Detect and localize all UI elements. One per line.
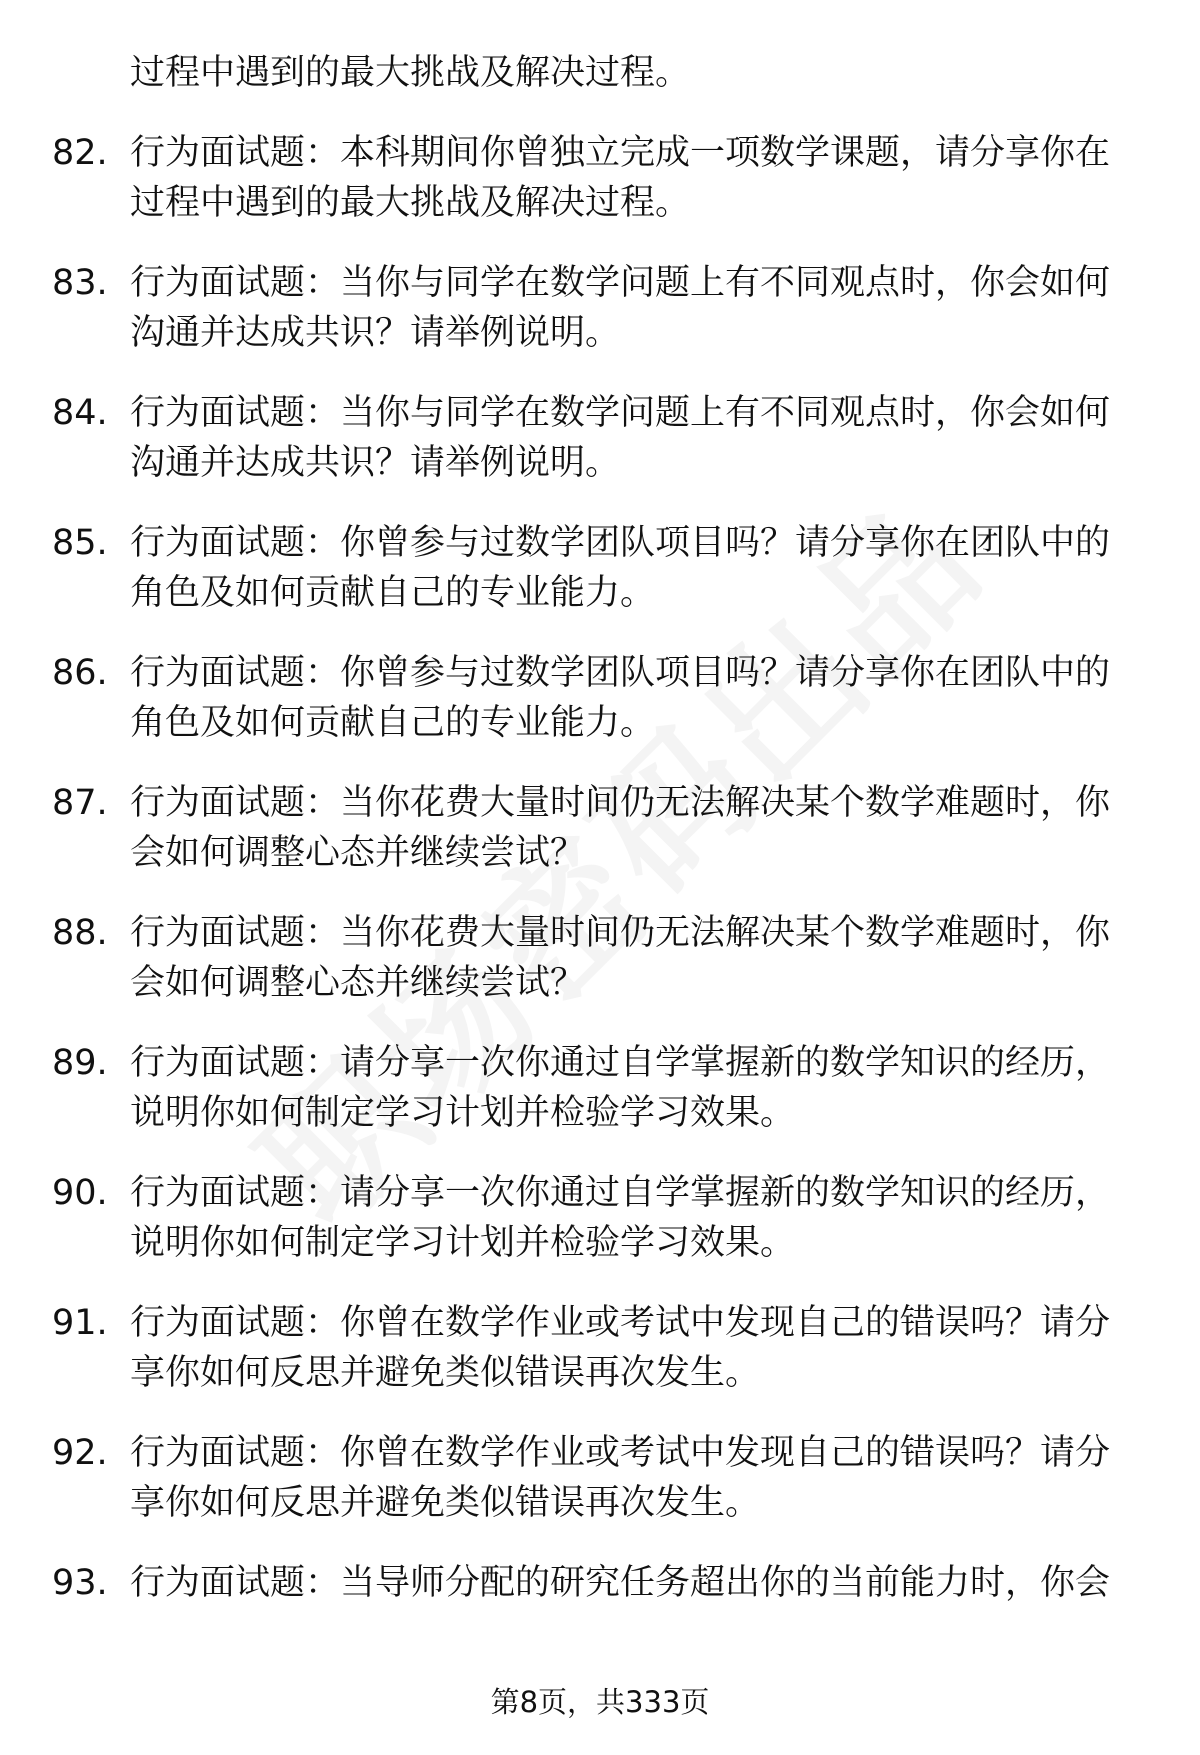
list-item: [0, 518, 1200, 618]
page-footer: 第8页，共333页: [490, 1685, 710, 1719]
item-text: 行为面试题：当你与同学在数学问题上有不同观点时，你会如何沟通并达成共识？请举例说明。: [130, 393, 1111, 483]
list-item: [0, 1428, 1200, 1528]
question-list: [0, 48, 1200, 1638]
item-number: 83.: [52, 263, 108, 303]
item-number: 89.: [52, 1043, 108, 1083]
continuation-text: 过程中遇到的最大挑战及解决过程。: [130, 53, 691, 93]
list-item: [0, 1558, 1200, 1608]
list-item: [0, 908, 1200, 1008]
item-text: 行为面试题：当你花费大量时间仍无法解决某个数学难题时，你会如何调整心态并继续尝试？: [130, 783, 1111, 873]
list-item: [0, 648, 1200, 748]
item-number: 85.: [52, 523, 108, 563]
item-text: 行为面试题：请分享一次你通过自学掌握新的数学知识的经历，说明你如何制定学习计划并检验学习效果。: [130, 1173, 1111, 1263]
item-text: 行为面试题：你曾参与过数学团队项目吗？请分享你在团队中的角色及如何贡献自己的专业能力。: [130, 523, 1111, 613]
list-item: [0, 1298, 1200, 1398]
item-number: 90.: [52, 1173, 108, 1213]
item-number: 91.: [52, 1303, 108, 1343]
item-text: 行为面试题：本科期间你曾独立完成一项数学课题，请分享你在过程中遇到的最大挑战及解决过程。: [130, 133, 1111, 223]
item-text: 行为面试题：当你花费大量时间仍无法解决某个数学难题时，你会如何调整心态并继续尝试？: [130, 913, 1111, 1003]
item-text: 行为面试题：你曾在数学作业或考试中发现自己的错误吗？请分享你如何反思并避免类似错误再次发生。: [130, 1433, 1111, 1523]
item-number: 87.: [52, 783, 108, 823]
list-item: [0, 1168, 1200, 1268]
list-item: [0, 1038, 1200, 1138]
item-text: 行为面试题：你曾在数学作业或考试中发现自己的错误吗？请分享你如何反思并避免类似错误再次发生。: [130, 1303, 1111, 1393]
item-text: 行为面试题：请分享一次你通过自学掌握新的数学知识的经历，说明你如何制定学习计划并检验学习效果。: [130, 1043, 1111, 1133]
item-number: 84.: [52, 393, 108, 433]
item-text: 行为面试题：当你与同学在数学问题上有不同观点时，你会如何沟通并达成共识？请举例说明。: [130, 263, 1111, 353]
item-number: 93.: [52, 1563, 108, 1603]
item-number: 92.: [52, 1433, 108, 1473]
item-number: 82.: [52, 133, 108, 173]
item-number: 86.: [52, 653, 108, 693]
list-item: [0, 258, 1200, 358]
item-text: 行为面试题：你曾参与过数学团队项目吗？请分享你在团队中的角色及如何贡献自己的专业能力。: [130, 653, 1111, 743]
item-number: 88.: [52, 913, 108, 953]
list-item: [0, 128, 1200, 228]
list-item: [0, 388, 1200, 488]
list-item: [0, 778, 1200, 878]
item-text: 行为面试题：当导师分配的研究任务超出你的当前能力时，你会: [130, 1563, 1111, 1603]
